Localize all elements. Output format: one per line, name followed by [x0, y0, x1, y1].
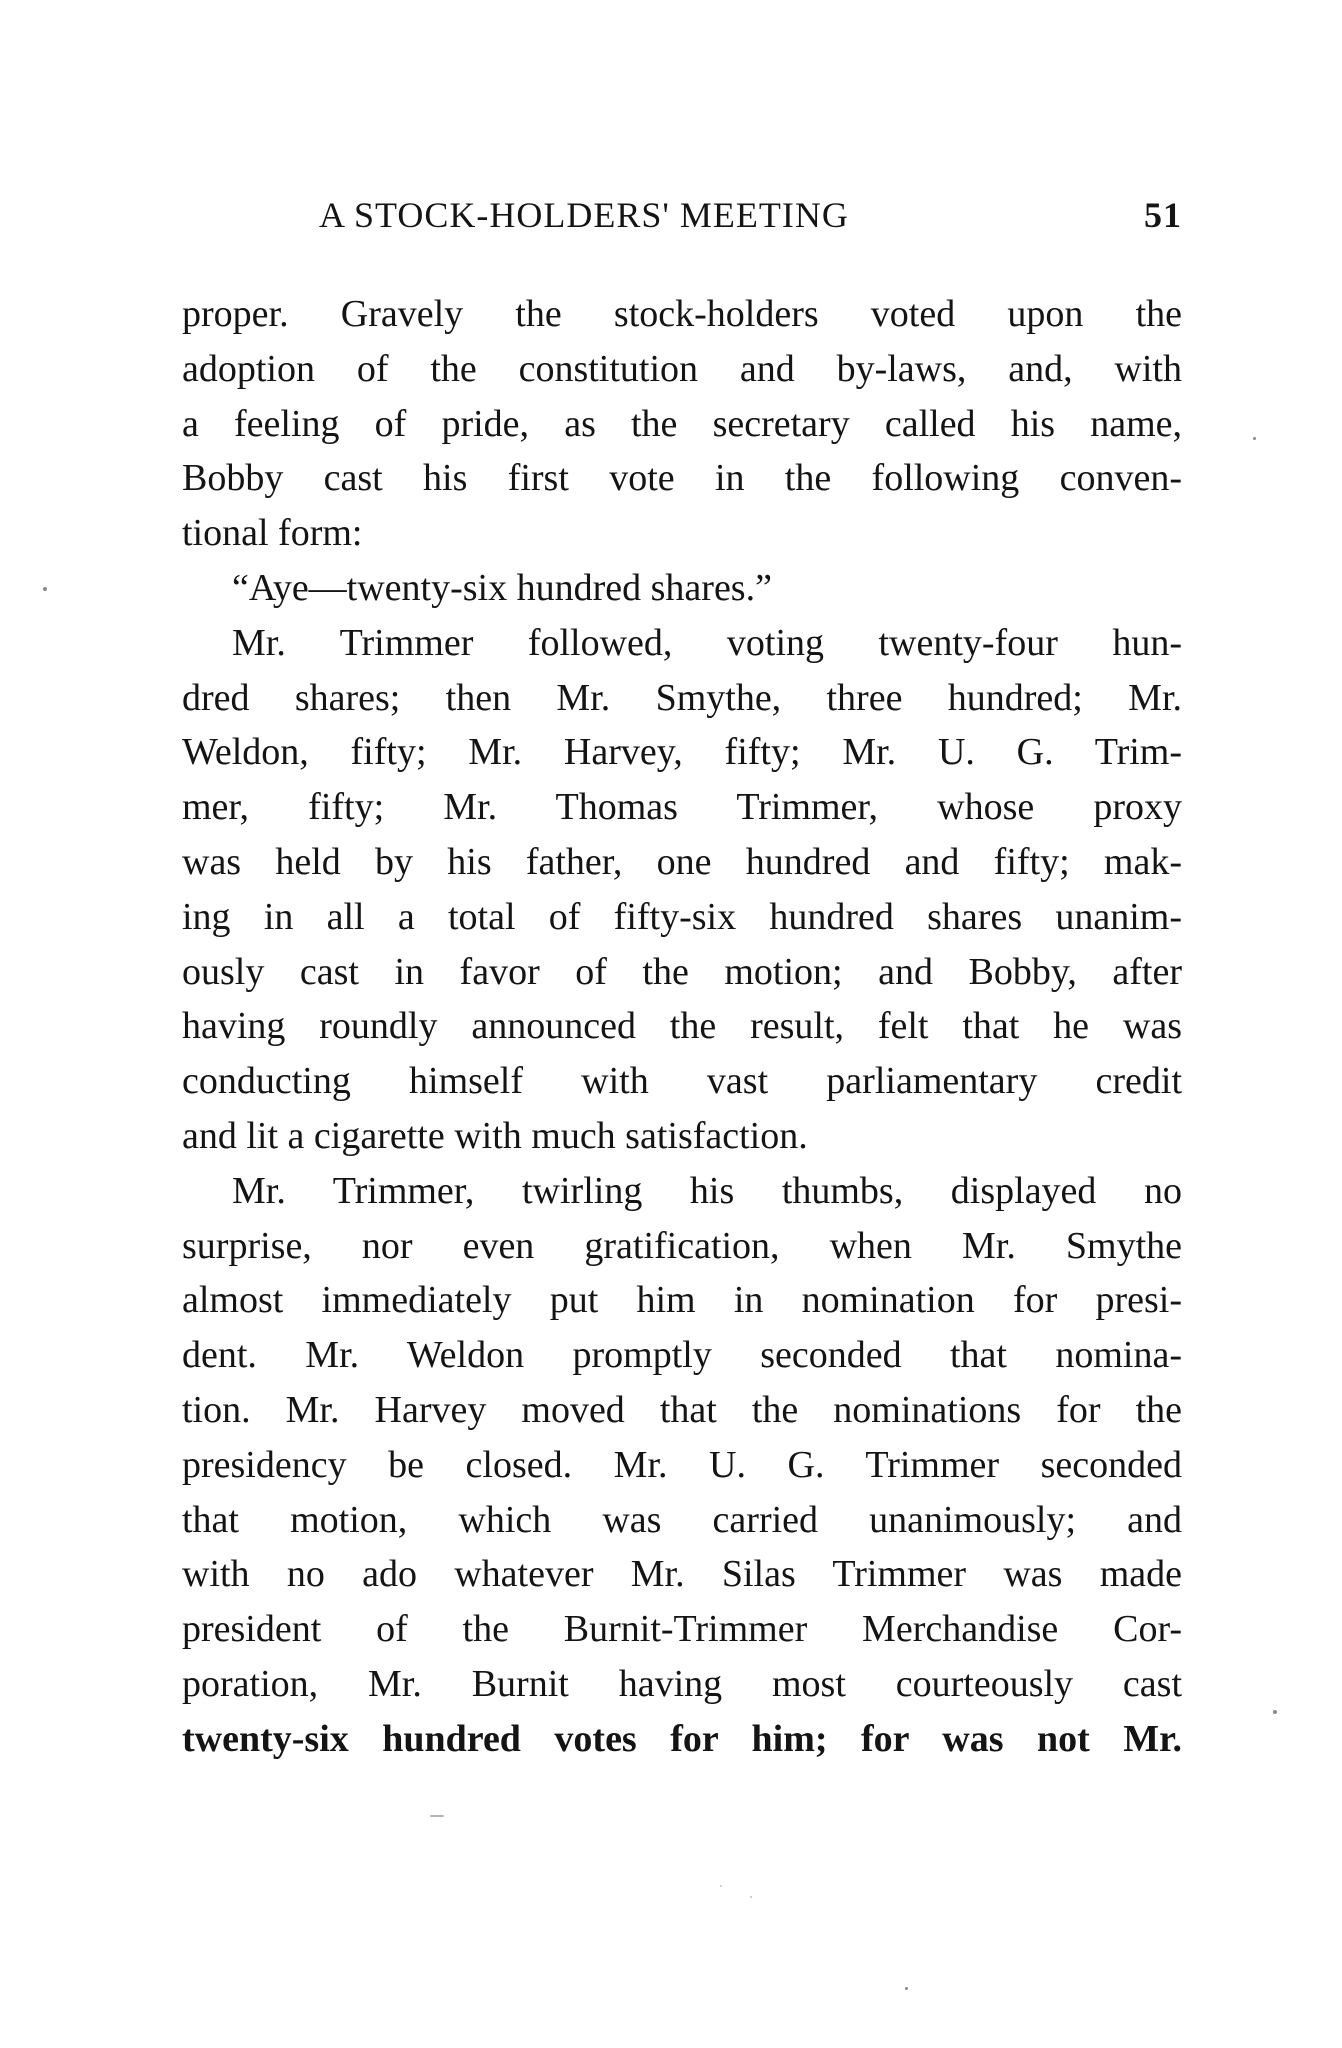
scan-speck	[750, 1896, 752, 1898]
text-line: was held by his father, one hundred and fifty; mak-	[182, 840, 1182, 883]
body-text	[182, 287, 1182, 1767]
text-line: conducting himself with vast parliamentary credit	[182, 1060, 1182, 1103]
text-line: dent. Mr. Weldon promptly seconded that nomina-	[182, 1334, 1182, 1377]
page-header	[182, 190, 1182, 240]
text-line: Bobby cast his first vote in the following conven-	[182, 457, 1182, 500]
text-line: Mr. Trimmer followed, voting twenty-four hun-	[232, 621, 1182, 664]
text-line: adoption of the constitution and by-laws, and, with	[182, 347, 1182, 390]
scan-speck	[430, 1815, 444, 1817]
text-line: ing in all a total of fifty-six hundred shares unanim-	[182, 895, 1182, 938]
running-head: A STOCK-HOLDERS' MEETING	[319, 195, 849, 235]
text-line: a feeling of pride, as the secretary called his name,	[182, 402, 1182, 445]
text-line: that motion, which was carried unanimously; and	[182, 1498, 1182, 1541]
text-line: president of the Burnit-Trimmer Merchandise Cor-	[182, 1608, 1182, 1651]
scan-speck	[43, 587, 47, 591]
scan-speck	[1273, 1710, 1277, 1714]
text-line: ously cast in favor of the motion; and Bobby, after	[182, 950, 1182, 993]
text-line: dred shares; then Mr. Smythe, three hundred; Mr.	[182, 676, 1182, 719]
text-line: and lit a cigarette with much satisfaction.	[182, 1114, 808, 1157]
text-line: tion. Mr. Harvey moved that the nominations for the	[182, 1388, 1182, 1431]
page-number: 51	[1144, 195, 1182, 235]
text-line: tional form:	[182, 512, 363, 555]
text-line: proper. Gravely the stock-holders voted upon the	[182, 293, 1182, 335]
scan-speck	[720, 1885, 722, 1887]
text-line: with no ado whatever Mr. Silas Trimmer was made	[182, 1553, 1182, 1596]
text-line: presidency be closed. Mr. U. G. Trimmer seconded	[182, 1443, 1182, 1486]
text-line: surprise, nor even gratification, when Mr. Smythe	[182, 1224, 1182, 1267]
text-line: Mr. Trimmer, twirling his thumbs, displayed no	[232, 1169, 1182, 1212]
text-line: Weldon, fifty; Mr. Harvey, fifty; Mr. U. G. Trim-	[182, 731, 1182, 774]
text-line: twenty-six hundred votes for him; for was not Mr.	[182, 1717, 1182, 1760]
text-line: mer, fifty; Mr. Thomas Trimmer, whose proxy	[182, 786, 1182, 829]
text-line: “Aye—twenty-six hundred shares.”	[232, 566, 772, 609]
text-line: having roundly announced the result, felt that he was	[182, 1005, 1182, 1048]
text-line: poration, Mr. Burnit having most courteously cast	[182, 1662, 1182, 1705]
scan-speck	[1253, 437, 1256, 440]
text-line: almost immediately put him in nomination for presi-	[182, 1279, 1182, 1322]
scan-speck	[905, 1987, 908, 1990]
